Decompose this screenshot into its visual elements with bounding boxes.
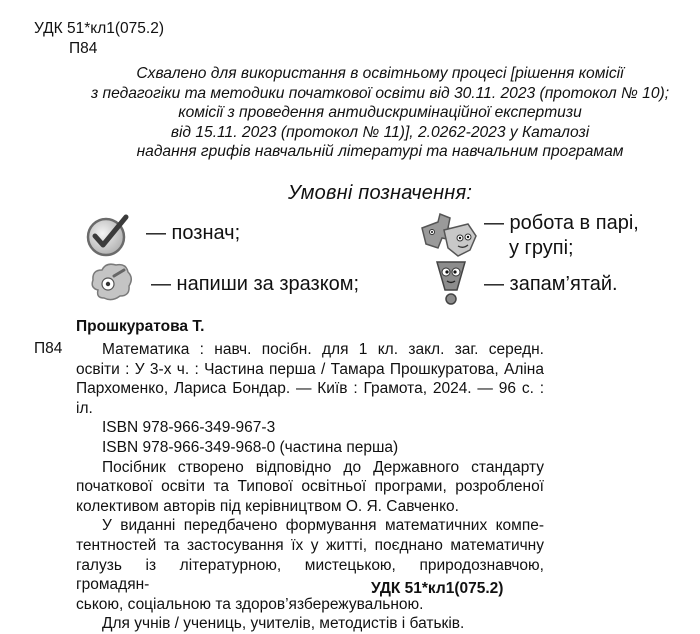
description-line: освіти : У 3-х ч. : Частина перша / Тамара Прошкуратова, Аліна — [76, 360, 544, 378]
legend-text-write: — напиши за зразком; — [151, 273, 360, 295]
legend-text-group: у групі; — [509, 237, 574, 259]
annotation-line: тентностей та застосування їх у житті, поєднано математичну — [76, 536, 544, 554]
udk-code-bottom: УДК 51*кл1(075.2) — [371, 580, 504, 597]
audience-line: Для учнів / учениць, учителів, методистів і батьків. — [102, 615, 465, 633]
isbn-line: ISBN 978-966-349-968-0 (частина перша) — [102, 438, 399, 456]
puzzle-pieces-icon — [418, 210, 480, 262]
approval-line: від 15.11. 2023 (протокол № 11)], 2.0262-2023 у Каталозі — [170, 123, 590, 141]
legend-title: Умовні позначення: — [288, 182, 473, 204]
annotation-line: колективом авторів під керівництвом О. Я. Савченко. — [76, 497, 459, 515]
annotation-line: галузь із літературною, мистецькою, природознавчою, громадян- — [76, 556, 544, 594]
author-sign-top: П84 — [69, 40, 98, 57]
author-name: Прошкуратова Т. — [76, 318, 205, 335]
annotation-line: У виданні передбачено формування математичних компе- — [102, 517, 544, 535]
udk-code-top: УДК 51*кл1(075.2) — [34, 20, 164, 37]
author-sign: П84 — [34, 340, 63, 357]
approval-statement — [60, 64, 700, 162]
checkmark-circle-icon — [84, 212, 132, 258]
legend-text-mark: — познач; — [146, 222, 241, 244]
pencil-cloud-icon — [88, 260, 134, 304]
approval-line: комісії з проведення антидискримінаційної експертизи — [178, 104, 582, 122]
legend-text-pair: — робота в парі, — [484, 212, 639, 234]
annotation-line: початкової освіти та Типової освітньої програми, розробленої — [76, 478, 544, 496]
description-line: Математика : навч. посібн. для 1 кл. закл. заг. середн. — [102, 341, 544, 358]
approval-line: Схвалено для використання в освітньому процесі [рішення комісії — [136, 65, 624, 82]
isbn-line: ISBN 978-966-349-967-3 — [102, 419, 276, 437]
approval-line: надання грифів навчальній літературі та навчальним програмам — [136, 143, 624, 161]
legend-text-remember: — запам’ятай. — [484, 273, 618, 295]
exclamation-character-icon — [433, 260, 469, 306]
annotation-line: ською, соціальною та здоров’язбережувальною. — [76, 595, 424, 613]
description-line: Пархоменко, Лариса Бондар. — Київ : Грамота, 2024. — 96 с. : іл. — [76, 380, 544, 417]
approval-line: з педагогіки та методики початкової освіти від 30.11. 2023 (протокол № 10); — [90, 84, 670, 102]
annotation-line: Посібник створено відповідно до Державного стандарту — [102, 458, 544, 476]
